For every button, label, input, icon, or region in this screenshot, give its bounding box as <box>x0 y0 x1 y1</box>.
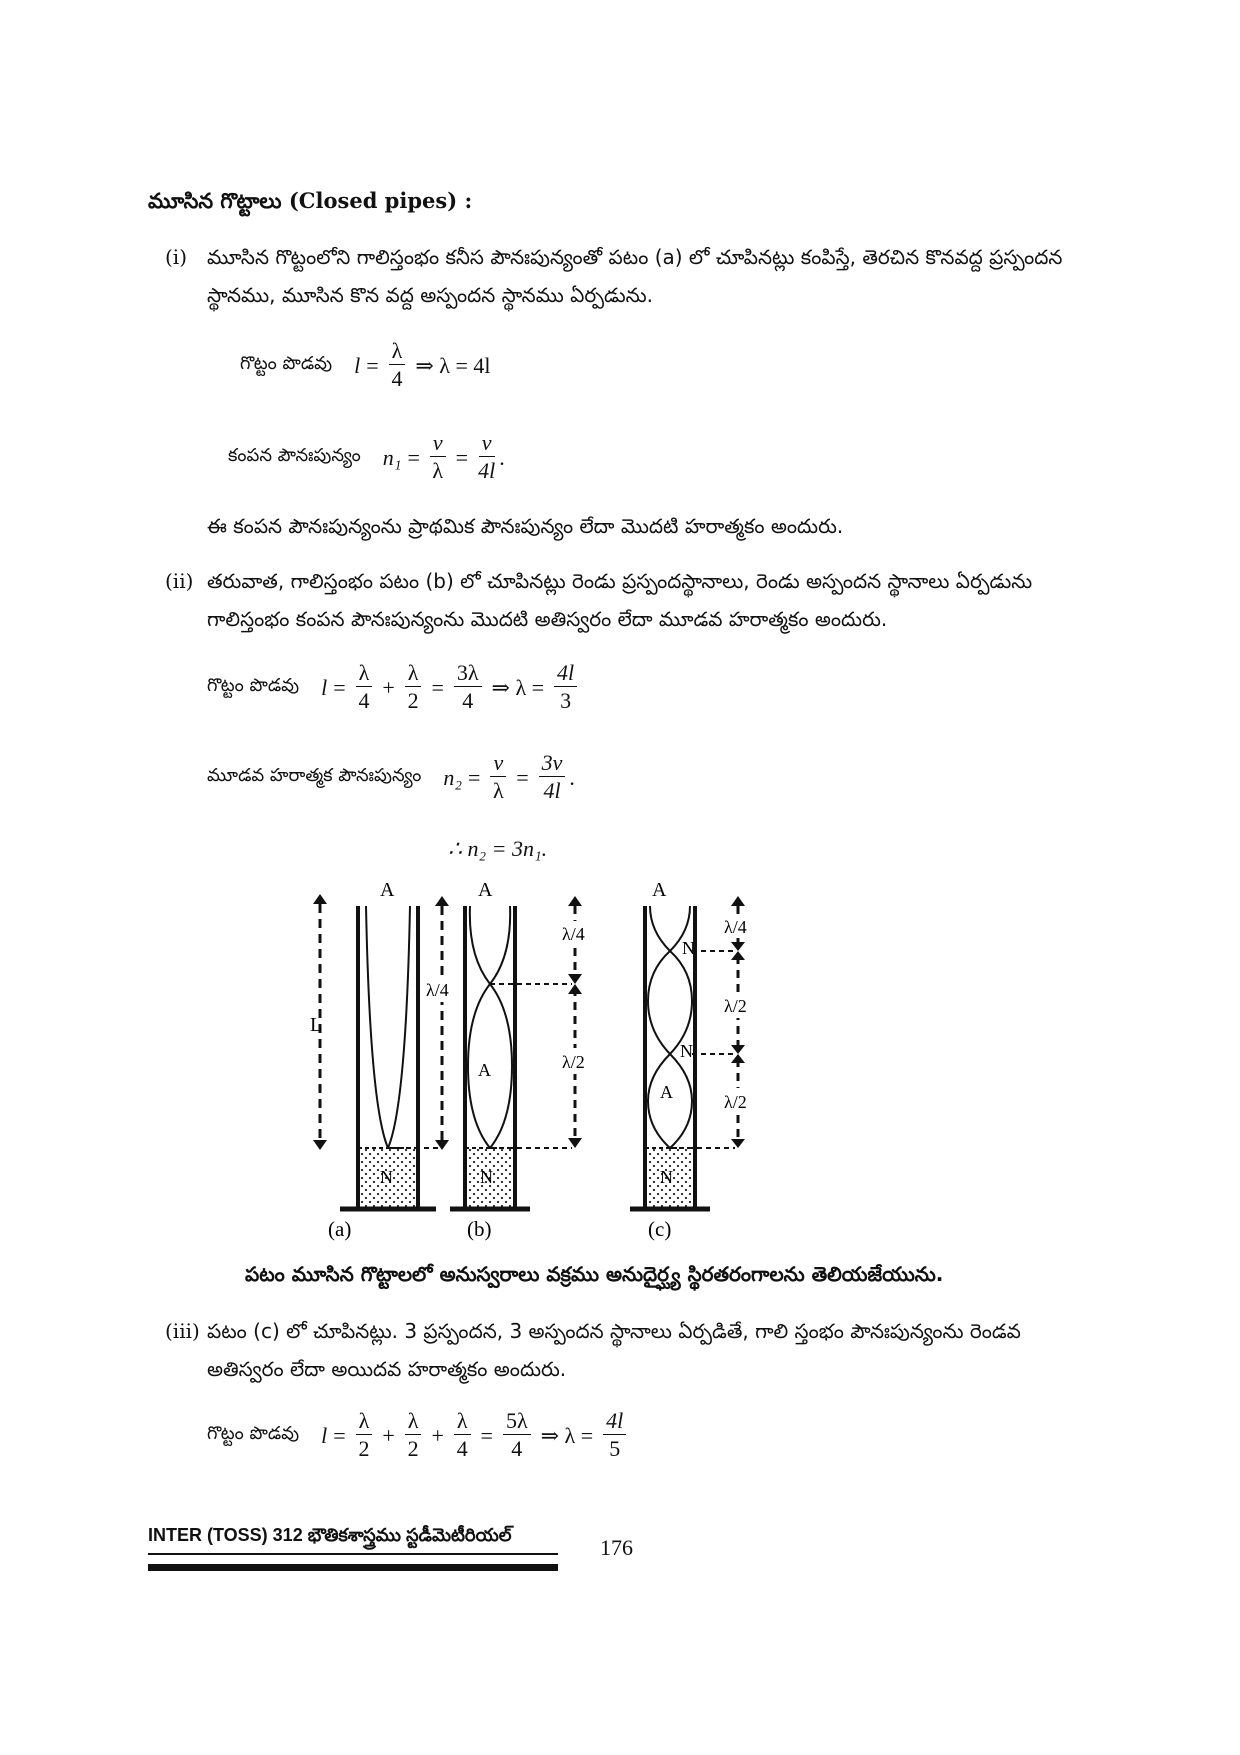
fraction <box>503 1408 531 1463</box>
fraction <box>430 430 446 485</box>
figure-a-label: (a) <box>328 1217 352 1241</box>
fraction <box>454 1408 471 1463</box>
numerator: λ <box>356 1408 373 1435</box>
half-wave-label: λ/2 <box>562 1052 585 1072</box>
antinode-label: A <box>380 879 395 901</box>
fraction <box>554 660 577 715</box>
arrow-head <box>313 1140 327 1150</box>
numerator: λ <box>356 660 373 687</box>
arrow-head <box>568 1138 582 1148</box>
paragraph-i <box>165 238 1095 314</box>
fraction <box>490 750 506 805</box>
fraction <box>356 1408 373 1463</box>
numerator: λ <box>389 338 406 365</box>
wave-curve <box>468 906 510 1148</box>
eq-rhs: ⇒ λ = 4l <box>415 352 491 378</box>
equation-label: కంపన పౌనఃపున్యం <box>228 445 361 466</box>
denominator: 3 <box>560 688 572 713</box>
denominator: 2 <box>358 1436 370 1461</box>
item-number: (iii) <box>165 1319 200 1343</box>
footer-bar <box>148 1564 558 1571</box>
paragraph-ii <box>165 562 1095 638</box>
fraction <box>454 660 482 715</box>
equation-label: మూడవ హరాత్మక పౌనఃపున్యం <box>207 765 422 786</box>
eq-end: . <box>569 764 575 790</box>
quarter-wave-label: λ/4 <box>426 980 449 1000</box>
eq-lhs: l <box>354 352 361 378</box>
equation-label: గొట్టం పొడవు <box>240 353 333 374</box>
fraction <box>478 430 495 485</box>
fundamental-note: ఈ కంపన పౌనఃపున్యంను ప్రాథమిక పౌనఃపున్యం లేదా మొదటి హరాత్మకం అందురు. <box>207 514 844 538</box>
pipe-c <box>630 879 758 1241</box>
numerator: v <box>479 430 495 457</box>
denominator: 4 <box>391 366 403 391</box>
pipe-a <box>310 879 460 1241</box>
antinode-label: A <box>478 1060 491 1080</box>
numerator: λ <box>454 1408 471 1435</box>
arrow-head <box>731 1139 745 1148</box>
denominator: 2 <box>407 1436 419 1461</box>
denominator: 4 <box>456 1436 468 1461</box>
denominator: 2 <box>407 688 419 713</box>
numerator: 3v <box>539 750 566 777</box>
numerator: 3λ <box>454 660 482 687</box>
arrow-head <box>313 894 327 904</box>
numerator: λ <box>405 660 422 687</box>
paragraph-text: పటం (c) లో చూపినట్లు. 3 ప్రస్పందన, 3 అస్పందన స్థానాలు ఏర్పడితే, గాలి స్తంభం పౌనఃపున్యంను రెండవ అతిస్వరం లేదా అయిదవ హరాత్మకం అందురు. <box>207 1319 1021 1381</box>
wave-curve <box>470 906 512 1148</box>
node-label: N <box>380 1167 393 1187</box>
numerator: 5λ <box>503 1408 531 1435</box>
node-label: N <box>480 1167 493 1187</box>
wave-curve <box>388 906 410 1148</box>
arrow-head <box>568 896 582 906</box>
node-label: N <box>680 1041 693 1061</box>
denominator: 4l <box>543 778 561 803</box>
denominator: 4 <box>511 1436 523 1461</box>
figure-c-label: (c) <box>648 1217 672 1241</box>
equation-label: గొట్టం పొడవు <box>207 675 300 696</box>
arrow-head <box>568 974 582 984</box>
half-wave-label: λ/2 <box>724 996 747 1016</box>
eq-lhs: n₁ <box>382 444 402 470</box>
page-number: 176 <box>600 1535 633 1560</box>
fraction <box>389 338 406 393</box>
eq-end: . <box>499 444 505 470</box>
denominator: λ <box>432 458 444 483</box>
fraction <box>405 1408 422 1463</box>
item-number: (ii) <box>165 569 194 593</box>
item-number: (i) <box>165 245 188 269</box>
arrow-head <box>731 1045 745 1054</box>
numerator: λ <box>405 1408 422 1435</box>
half-wave-label: λ/2 <box>724 1092 747 1112</box>
denominator: 5 <box>609 1436 621 1461</box>
figure-b-label: (b) <box>467 1217 492 1241</box>
equation-length-c: గొట్టం పొడవు l = $\frac{\lambda}{2}$ + $\frac{\lambda}{2}$ + $\frac{\lambda}{4}$ = $\frac{5\lambda}{4}$ ⇒ λ = $\frac{4l}{5}$ <box>207 1408 630 1463</box>
fraction <box>603 1408 626 1463</box>
numerator: 4l <box>603 1408 626 1435</box>
antinode-label: A <box>660 1082 673 1102</box>
section-heading: మూసిన గొట్టాలు (Closed pipes) : <box>148 188 473 213</box>
equation-length-b: గొట్టం పొడవు l = $\frac{\lambda}{4}$ + $\frac{\lambda}{2}$ = $\frac{3\lambda}{4}$ ⇒ λ = $\frac{4l}{3}$ <box>207 660 581 715</box>
footer-rule <box>148 1553 558 1555</box>
numerator: v <box>430 430 446 457</box>
equation-length-a: గొట్టం పొడవు l = $\frac{\lambda}{4}$ ⇒ λ = 4l <box>240 338 491 391</box>
length-label: L <box>310 1014 323 1036</box>
equation-frequency-2: మూడవ హరాత్మక పౌనఃపున్యం n₂ = $\frac{v}{\lambda}$ = $\frac{3v}{4l}$ . <box>207 750 575 803</box>
arrow-head <box>731 942 745 951</box>
numerator: v <box>490 750 506 777</box>
closed-pipes-figure <box>300 876 900 1246</box>
paragraph-iii <box>165 1312 1095 1388</box>
denominator: 4 <box>358 688 370 713</box>
pipe-b <box>450 879 596 1241</box>
denominator: 4 <box>462 688 474 713</box>
node-label: N <box>682 938 695 958</box>
node-label: N <box>660 1167 673 1187</box>
quarter-wave-label: λ/4 <box>562 924 585 944</box>
figure-caption: పటం మూసిన గొట్టాలలో అనుస్వరాలు వక్రము అనుదైర్ఘ్య స్థిరతరంగాలను తెలియజేయును. <box>245 1262 944 1286</box>
paragraph-text: తరువాత, గాలిస్తంభం పటం (b) లో చూపినట్లు రెండు ప్రస్పందస్థానాలు, రెండు అస్పందన స్థానాలు ఏర్పడును గాలిస్తంభం కంపన పౌనఃపున్యంను మొదటి అతిస్వరం లేదా మూడవ హరాత్మకం అందురు. <box>207 569 1033 631</box>
denominator: 4l <box>478 458 496 483</box>
equation-frequency-1: కంపన పౌనఃపున్యం n₁ = $\frac{v}{\lambda}$ = $\frac{v}{4l}$ . <box>228 430 505 483</box>
paragraph-text: మూసిన గొట్టంలోని గాలిస్తంభం కనీస పౌనఃపున్యంతో పటం (a) లో చూపినట్లు కంపిస్తే, తెరచిన కొనవద్ద ప్రస్పందన స్థానము, మూసిన కొన వద్ద అస్పందన స్థానము ఏర్పడును. <box>207 245 1063 307</box>
eq-lhs: n₂ <box>443 764 463 790</box>
equation-ratio: ∴ n₂ = 3n₁. <box>448 836 548 861</box>
antinode-label: A <box>652 879 667 901</box>
denominator: λ <box>492 778 504 803</box>
fraction <box>405 660 422 715</box>
wave-curve <box>366 906 388 1148</box>
equation-label: గొట్టం పొడవు <box>207 1423 300 1444</box>
antinode-label: A <box>478 879 493 901</box>
fraction <box>356 660 373 715</box>
quarter-wave-label: λ/4 <box>724 917 747 937</box>
eq-lhs: l <box>321 674 328 700</box>
arrow-head <box>435 896 449 906</box>
numerator: 4l <box>554 660 577 687</box>
eq-lhs: l <box>321 1422 328 1448</box>
arrow-head <box>731 896 745 906</box>
footer-title: INTER (TOSS) 312 భౌతికశాస్త్రము స్టడీమెటీరియల్ <box>148 1525 512 1545</box>
fraction <box>539 750 566 805</box>
